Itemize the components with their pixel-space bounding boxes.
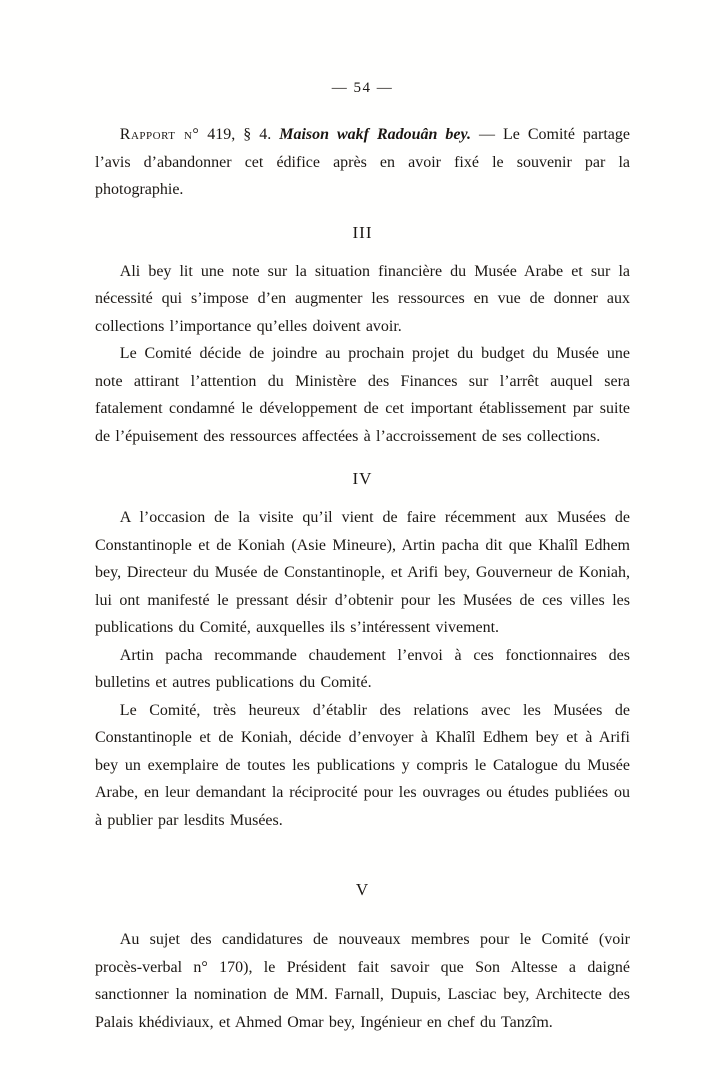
- paragraph-section3-1: Ali bey lit une note sur la situation financière du Musée Arabe et sur la nécessité qui s’impose d’en augmenter les ressources en vue de donner aux collections l’importance qu’elles doivent avoir.: [95, 262, 630, 335]
- rapport-label: Rapport n°: [119, 126, 200, 143]
- section-heading-iv: IV: [352, 469, 373, 488]
- paragraph-section3-2: Le Comité décide de joindre au prochain projet du budget du Musée une note attirant l’attention du Ministère des Finances sur l’arrêt auquel sera fatalement condamné le développement de cet important établissement par suite de l’épuisement des ressources affectées à l’accroissement de ses collections.: [95, 345, 630, 445]
- page-number: — 54 —: [331, 80, 394, 96]
- section-heading-iii: III: [352, 222, 373, 242]
- paragraph-section4-1: A l’occasion de la visite qu’il vient de faire récemment aux Musées de Constantinople et de Koniah (Asie Mineure), Artin pacha dit que Khalîl Edhem bey, Directeur du Musée de Constantinople, et Arifi bey, Gouverneur de Koniah, lui ont manifesté le pressant désir d’obtenir pour les Musées de ces villes les publications du Comité, auxquelles ils s’intéressent vivement.: [95, 509, 630, 636]
- paragraph-section4-3: Le Comité, très heureux d’établir des relations avec les Musées de Constantinople et de Koniah, décide d’envoyer à Khalîl Edhem bey et à Arifi bey un exemplaire de toutes les publications y compris le Catalogue du Musée Arabe, en leur demandant la réciprocité pour les ouvrages ou études publiées ou à publier par lesdits Musées.: [95, 701, 630, 829]
- section-heading-v: V: [355, 880, 370, 899]
- paragraph-rapport: [95, 121, 630, 204]
- paragraph-section5-1: Au sujet des candidatures de nouveaux membres pour le Comité (voir procès-verbal n° 170), le Président fait savoir que Son Altesse a daigné sanctionner la nomination de MM. Farnall, Dupuis, Lasciac bey, Architecte des Palais khédiviaux, et Ahmed Omar bey, Ingénieur en chef du Tanzîm.: [95, 931, 630, 1031]
- rapport-title: Maison wakf Radouân bey.: [279, 126, 472, 143]
- rapport-ref: 419, § 4.: [199, 126, 280, 143]
- paragraph-section4-2: Artin pacha recommande chaudement l’envoi à ces fonctionnaires des bulletins et autres publications du Comité.: [95, 646, 630, 691]
- rapport-body: — Le Comité partage l’avis d’abandonner cet édifice après en avoir fixé le souvenir par la photographie.: [95, 126, 630, 198]
